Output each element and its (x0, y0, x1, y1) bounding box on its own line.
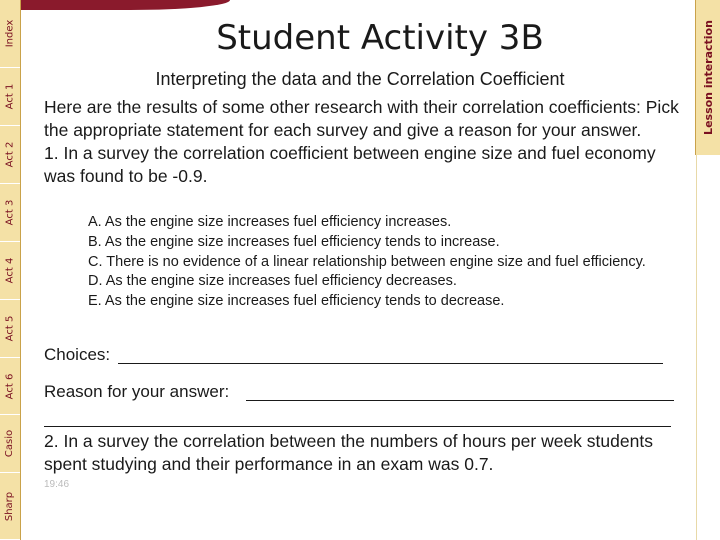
tab-act-6-label: Act 6 (4, 373, 16, 399)
tab-casio-label: Casio (4, 429, 16, 458)
option-d: D. As the engine size increases fuel efficiency decreases. (88, 273, 457, 290)
tab-index-label: Index (4, 19, 16, 48)
tab-act-6[interactable] (0, 358, 20, 415)
tab-casio[interactable] (0, 415, 20, 473)
tab-act-2-label: Act 2 (4, 141, 16, 168)
question-block-1 (44, 96, 690, 188)
tab-act-1-label: Act 1 (4, 83, 16, 110)
choices-label: Choices: (44, 345, 111, 364)
top-decoration (20, 0, 230, 10)
tab-act-2[interactable] (0, 126, 20, 184)
right-divider (696, 155, 697, 540)
tab-act-1[interactable] (0, 68, 20, 126)
option-a: A. As the engine size increases fuel efficiency increases. (88, 214, 452, 230)
option-c: C. There is no evidence of a linear relationship between engine size and fuel efficiency. (88, 253, 646, 270)
tab-act-4-label: Act 4 (4, 257, 16, 284)
page-subtitle: Interpreting the data and the Correlation Coefficient (155, 69, 565, 89)
reason-label: Reason for your answer: (44, 382, 230, 401)
footer-timestamp: 19:46 (44, 479, 70, 490)
reason-answer-line[interactable] (246, 400, 674, 401)
tab-act-4[interactable] (0, 242, 20, 300)
tab-act-5-label: Act 5 (4, 315, 16, 342)
tab-act-5[interactable] (0, 300, 20, 358)
options-list (88, 213, 668, 312)
tab-act-3-label: Act 3 (4, 199, 16, 226)
choices-answer-line[interactable] (118, 363, 663, 364)
question-2-text: 2. In a survey the correlation between the numbers of hours per week students spent studying and their performance in an exam was 0.7. (44, 431, 653, 474)
lesson-interaction-tab[interactable] (695, 0, 720, 155)
question-1-text: 1. In a survey the correlation coefficient between engine size and fuel economy was found to be -0.9. (44, 143, 656, 186)
tab-sharp[interactable] (0, 473, 20, 540)
page-title: Student Activity 3B (216, 18, 544, 58)
tab-sharp-label: Sharp (4, 491, 16, 521)
left-nav (0, 0, 21, 540)
tab-index[interactable] (0, 0, 20, 68)
intro-text: Here are the results of some other research with their correlation coefficients: Pick the appropriate statement for each survey and give a reason for your answer. (44, 97, 679, 140)
reason-answer-line-2[interactable] (44, 426, 671, 427)
option-b: B. As the engine size increases fuel efficiency tends to increase. (88, 233, 500, 250)
lesson-interaction-label: Lesson interaction (701, 20, 715, 135)
tab-act-3[interactable] (0, 184, 20, 242)
option-e: E. As the engine size increases fuel efficiency tends to decrease. (88, 293, 505, 310)
